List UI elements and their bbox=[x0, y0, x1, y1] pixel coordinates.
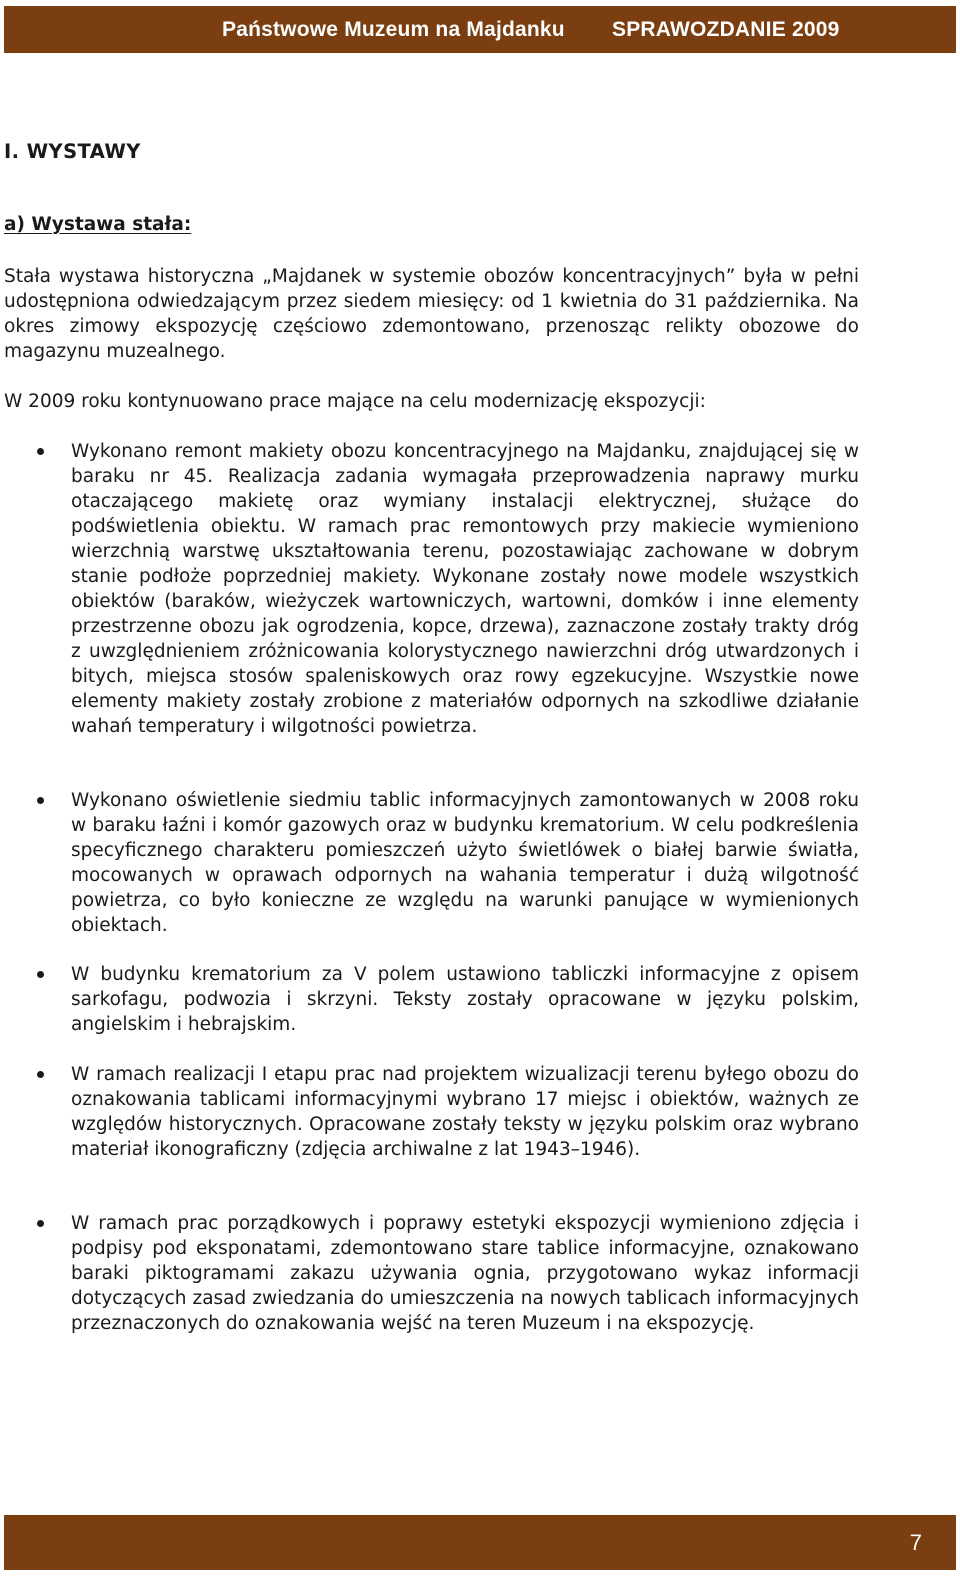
list-item-text: W ramach realizacji I etapu prac nad projektem wizualizacji terenu byłego obozu do oznakowania tablicami informacyjnymi wybrano 17 miejsc i obiektów, ważnych ze względów historycznych. Opracowane zostały teksty w języku polskim oraz wybrano materiał ikonograficzny (zdjęcia archiwalne z lat 1943–1946). bbox=[71, 1064, 859, 1160]
footer-bar bbox=[4, 1515, 956, 1570]
paragraph-intro: Stała wystawa historyczna „Majdanek w systemie obozów koncentracyjnych” była w pełni udostępniona odwiedzającym przez siedem miesięcy: od 1 kwietnia do 31 października. Na okres zimowy ekspozycję częściowo zdemontowano, przenosząc relikty obozowe do magazynu muzealnego. bbox=[4, 266, 859, 362]
section-title: I. WYSTAWY bbox=[4, 140, 141, 163]
page-number: 7 bbox=[909, 1530, 922, 1555]
list-item-text: W ramach prac porządkowych i poprawy estetyki ekspozycji wymieniono zdjęcia i podpisy pod eksponatami, zdemontowano stare tablice informacyjne, oznakowano baraki piktogramami zakazu używania ognia, przygotowano wykaz informacji dotyczących zasad zwiedzania do umieszczenia na nowych tablicach informacyjnych przeznaczonych do oznakowania wejść na teren Muzeum i na ekspozycję. bbox=[71, 1213, 859, 1334]
bullet-icon bbox=[37, 797, 44, 804]
header-bar bbox=[4, 6, 956, 53]
subsection-title: a) Wystawa stała: bbox=[4, 214, 192, 235]
paragraph-modernization: W 2009 roku kontynuowano prace mające na celu modernizację ekspozycji: bbox=[4, 391, 706, 412]
header-museum-name: Państwowe Muzeum na Majdanku bbox=[222, 18, 565, 41]
bullet-icon bbox=[37, 971, 44, 978]
bullet-icon bbox=[37, 448, 44, 455]
bullet-icon bbox=[37, 1071, 44, 1078]
list-item-text: W budynku krematorium za V polem ustawiono tabliczki informacyjne z opisem sarkofagu, podwozia i skrzyni. Teksty zostały opracowane w języku polskim, angielskim i hebrajskim. bbox=[71, 964, 859, 1035]
bullet-icon bbox=[37, 1220, 44, 1227]
header-report-title: SPRAWOZDANIE 2009 bbox=[612, 18, 840, 41]
list-item-text: Wykonano oświetlenie siedmiu tablic informacyjnych zamontowanych w 2008 roku w baraku łaźni i komór gazowych oraz w budynku krematorium. W celu podkreślenia specyficznego charakteru pomieszczeń użyto świetlówek o białej barwie światła, mocowanych w oprawach odpornych na wahania temperatur i dużą wilgotność powietrza, co było konieczne ze względu na warunki panujące w wymienionych obiektach. bbox=[71, 790, 859, 936]
list-item-text: Wykonano remont makiety obozu koncentracyjnego na Majdanku, znajdującej się w baraku nr 45. Realizacja zadania wymagała przeprowadzenia naprawy murku otaczającego makietę oraz wymiany instalacji elektrycznej, służące do podświetlenia obiektu. W ramach prac remontowych przy makiecie wymieniono wierzchnią warstwę ukształtowania terenu, pozostawiając zachowane w dobrym stanie podłoże poprzedniej makiety. Wykonane zostały nowe modele wszystkich obiektów (baraków, wieżyczek wartowniczych, wartowni, domków i inne elementy przestrzenne obozu jak ogrodzenia, kopce, drzewa), zaznaczone zostały trakty dróg z uwzględnieniem zróżnicowania kolorystycznego nawierzchni dróg utwardzonych i bitych, miejsca stosów spaleniskowych oraz rowy egzekucyjne. Wszystkie nowe elementy makiety zostały zrobione z materiałów odpornych na szkodliwe działanie wahań temperatury i wilgotności powietrza. bbox=[71, 441, 859, 737]
